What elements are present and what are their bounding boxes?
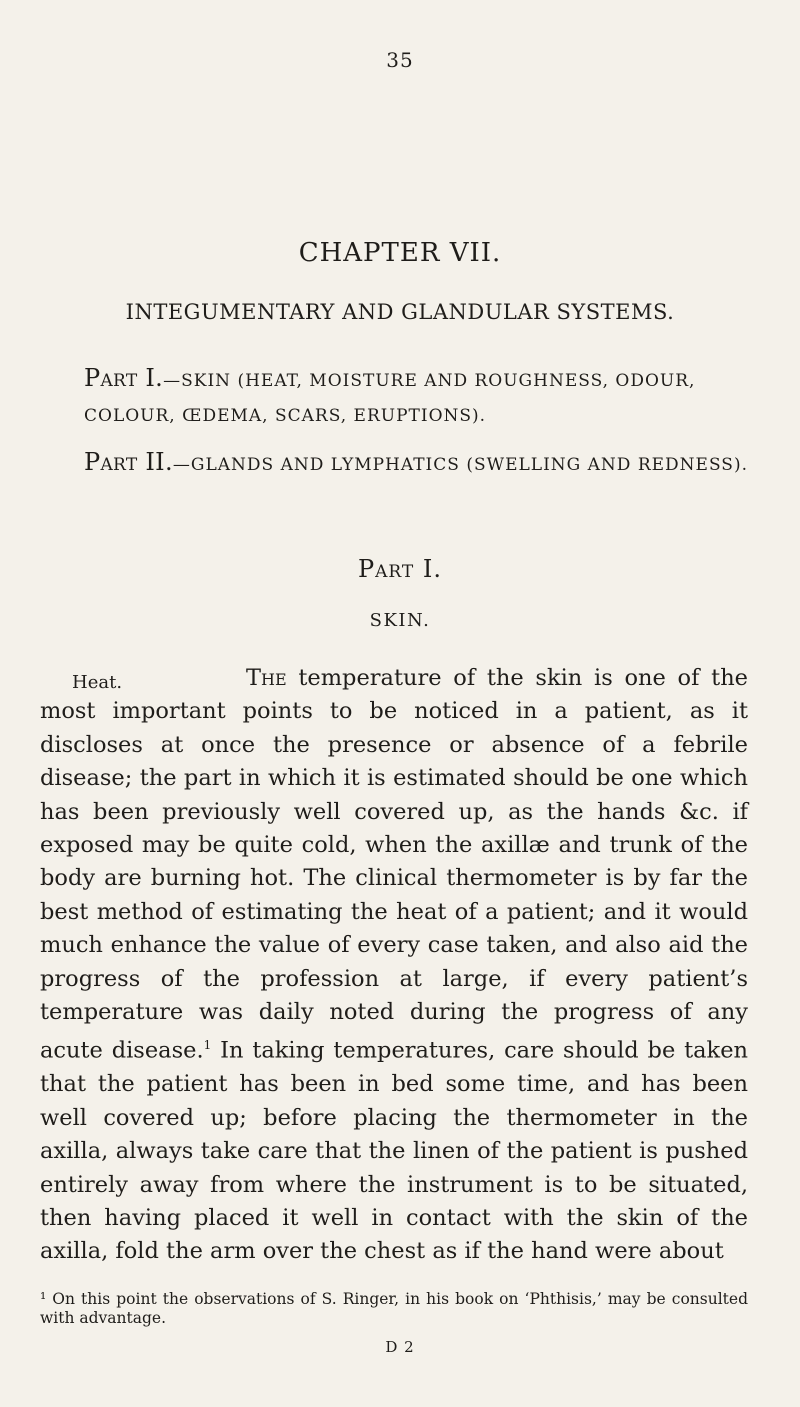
lead-word: The xyxy=(246,665,287,691)
body-paragraph xyxy=(40,662,748,1269)
margin-note: Heat. xyxy=(72,672,123,693)
page-number: 35 xyxy=(386,48,414,72)
chapter-heading: CHAPTER VII. xyxy=(298,238,502,268)
toc-entry-text: —GLANDS AND LYMPHATICS (SWELLING AND REDNESS). xyxy=(172,455,748,475)
toc-entry-part-1 xyxy=(84,362,748,433)
signature-mark: D 2 xyxy=(385,1338,415,1356)
part-heading: Part I. xyxy=(357,555,442,583)
toc-entry-part-2 xyxy=(84,446,748,482)
body-text-part-1: temperature of the skin is one of the most important points to be noticed in a patient, as it discloses at once the presence or absence of a febrile disease; the part in which it is estimated should be one which has been previously well covered up, as the hands &c. if exposed may be quite cold, when the axillæ and trunk of the body are burning hot. The clinical thermometer is by far the best method of estimating the heat of a patient; and it would much enhance the value of every case taken, and also aid the progress of the profession at large, if every patient’s temperature was daily noted during the progress of any acute disease. xyxy=(40,665,748,1064)
body-text-part-2: In taking temperatures, care should be taken that the patient has been in bed some time, and has been well covered up; before placing the thermometer in the axilla, always take care that the linen of the patient is pushed entirely away from where the instrument is to be situated, then having placed it well in contact with the skin of the axilla, fold the arm over the chest as if the hand were about xyxy=(40,1037,748,1265)
toc-entry-lead: Part II. xyxy=(84,448,173,476)
toc-entry-lead: Part I. xyxy=(84,364,164,392)
footnote-reference[interactable]: 1 xyxy=(203,1038,212,1053)
part-subheading: SKIN. xyxy=(369,610,431,631)
footnote: ¹ On this point the observations of S. Ringer, in his book on ‘Phthisis,’ may be consulted with advantage. xyxy=(40,1290,748,1327)
section-title: INTEGUMENTARY AND GLANDULAR SYSTEMS. xyxy=(125,300,675,324)
toc-entry-text: —SKIN (HEAT, MOISTURE AND ROUGHNESS, ODOUR, COLOUR, ŒDEMA, SCARS, ERUPTIONS). xyxy=(84,371,696,426)
